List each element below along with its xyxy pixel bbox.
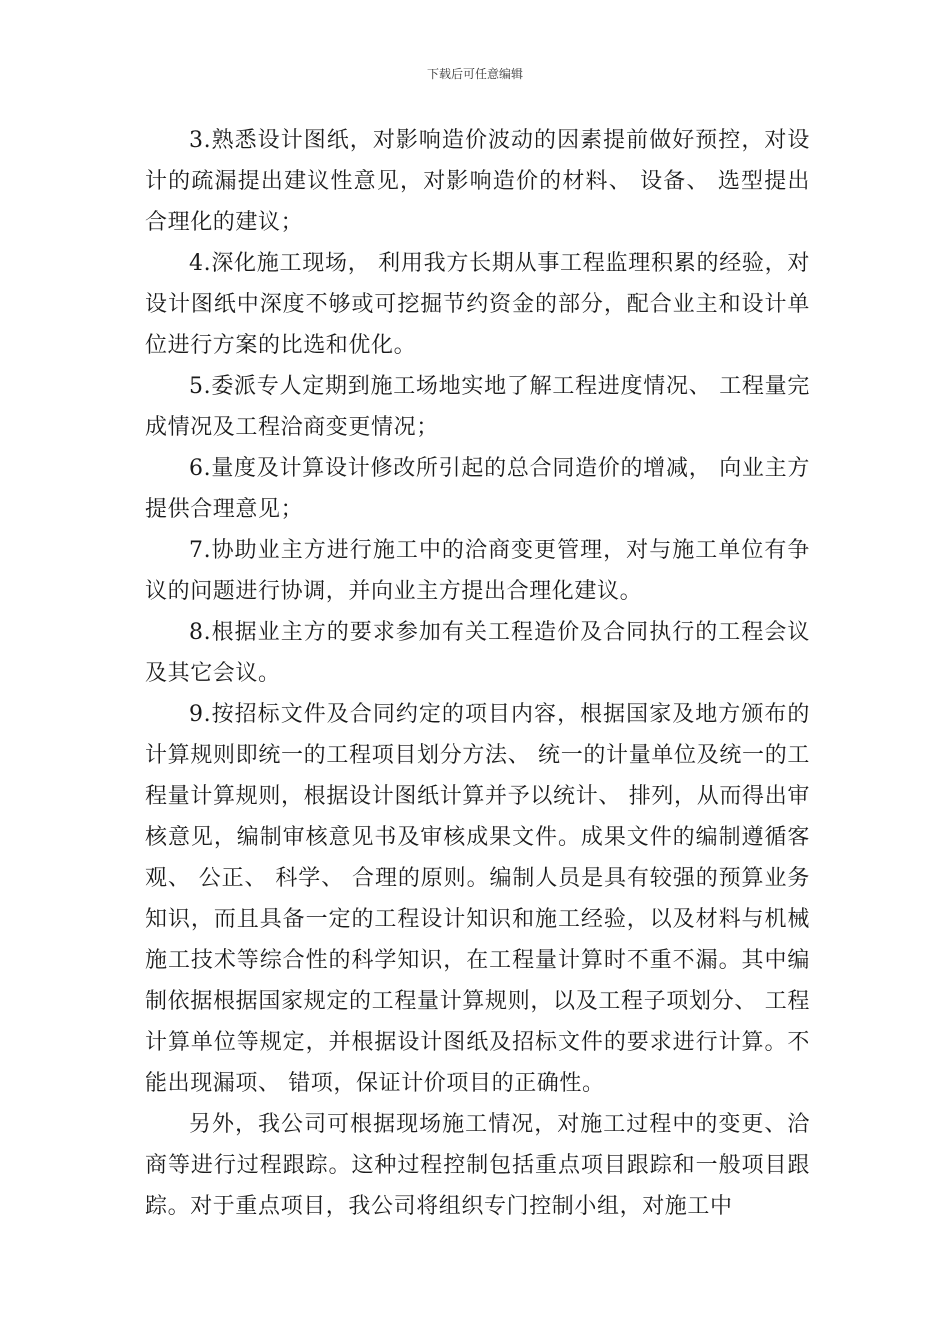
paragraph-item-9: 9.按招标文件及合同约定的项目内容，根据国家及地方颁布的计算规则即统一的工程项目划分方法、 统一的计量单位及统一的工程量计算规则，根据设计图纸计算并予以统计、 排列，从而得出审核意见，编制审核意见书及审核成果文件。成果文件的编制遵循客观、 公正、 科学、 合理的原则。编制人员是具有较强的预算业务知识，而且具备一定的工程设计知识和施工经验，以及材料与机械施工技术等综合性的科学知识，在工程量计算时不重不漏。其中编制依据根据国家规定的工程量计算规则，以及工程子项划分、 工程计算单位等规定，并根据设计图纸及招标文件的要求进行计算。不能出现漏项、 错项，保证计价项目的正确性。 (145, 702, 810, 1096)
paragraph-item-7: 7.协助业主方进行施工中的洽商变更管理，对与施工单位有争议的问题进行协调，并向业主方提出合理化建议。 (145, 538, 810, 604)
paragraph-item-5: 5.委派专人定期到施工场地实地了解工程进度情况、 工程量完成情况及工程洽商变更情况； (145, 374, 810, 440)
paragraph-item-8: 8.根据业主方的要求参加有关工程造价及合同执行的工程会议及其它会议。 (145, 620, 810, 686)
paragraph-additional: 另外，我公司可根据现场施工情况，对施工过程中的变更、洽商等进行过程跟踪。这种过程控制包括重点项目跟踪和一般项目跟踪。对于重点项目，我公司将组织专门控制小组，对施工中 (145, 1112, 810, 1219)
paragraph-item-3: 3.熟悉设计图纸，对影响造价波动的因素提前做好预控，对设计的疏漏提出建议性意见，对影响造价的材料、 设备、 选型提出合理化的建议； (145, 128, 810, 235)
paragraph-item-6: 6.量度及计算设计修改所引起的总合同造价的增减， 向业主方提供合理意见； (145, 456, 810, 522)
paragraph-item-4: 4.深化施工现场， 利用我方长期从事工程监理积累的经验，对设计图纸中深度不够或可挖掘节约资金的部分，配合业主和设计单位进行方案的比选和优化。 (145, 251, 810, 358)
page-header: 下载后可任意编辑 (426, 67, 523, 81)
document-body (145, 120, 810, 1227)
